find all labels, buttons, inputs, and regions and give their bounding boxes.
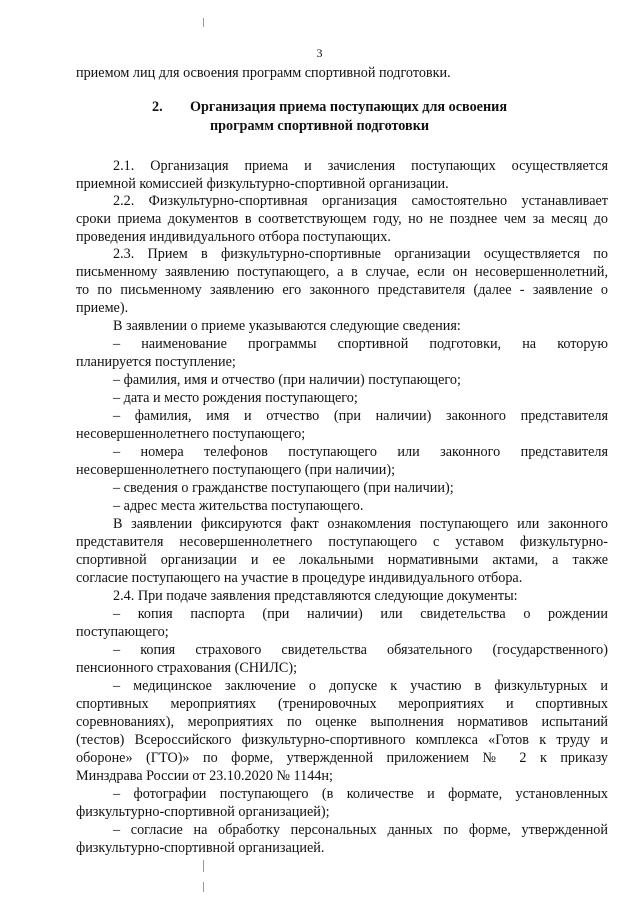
- text-line: – согласие на обработку персональных данных по форме, утвержденной: [113, 822, 608, 838]
- section-title-line-1: Организация приема поступающих для освоения: [190, 99, 507, 115]
- text-line: планируется поступление;: [76, 354, 236, 370]
- text-line: поступающего;: [76, 624, 169, 640]
- text-line: пенсионного страхования (СНИЛС);: [76, 660, 298, 676]
- text-line: 2.1. Организация приема и зачисления поступающих осуществляется: [113, 158, 608, 174]
- text-line: соревнованиях), мероприятиях по оценке выполнения нормативов испытаний: [76, 714, 608, 730]
- text-line: – дата и место рождения поступающего;: [113, 390, 358, 406]
- scan-mark: [203, 882, 204, 892]
- text-line: – фамилия, имя и отчество (при наличии) законного представителя: [113, 408, 608, 424]
- text-line: физкультурно-спортивной организацией.: [76, 840, 325, 856]
- text-line: – копия страхового свидетельства обязательного (государственного): [113, 642, 608, 658]
- text-line: Минздрава России от 23.10.2020 № 1144н;: [76, 768, 333, 784]
- section-title-line-2: программ спортивной подготовки: [209, 118, 430, 134]
- text-line: (тестов) Всероссийского физкультурно-спортивного комплекса «Готов к труду и: [76, 732, 608, 748]
- text-line: – номера телефонов поступающего или законного представителя: [113, 444, 608, 460]
- text-line: представителя несовершеннолетнего поступающего с уставом физкультурно-: [76, 534, 608, 550]
- text-line: проведения индивидуального отбора поступающих.: [76, 229, 391, 245]
- text-line: обороне» (ГТО)» по форме, утвержденной приложением № 2 к приказу: [76, 750, 608, 766]
- text-line: В заявлении о приеме указываются следующие сведения:: [113, 318, 461, 334]
- text-line: – сведения о гражданстве поступающего (при наличии);: [113, 480, 454, 496]
- text-line: то по письменному заявлению его законного представителя (далее - заявление о: [76, 282, 608, 298]
- text-line: приемной комиссией физкультурно-спортивной организации.: [76, 176, 449, 192]
- text-line: приеме).: [76, 300, 129, 316]
- text-line: – фотографии поступающего (в количестве и формате, установленных: [113, 786, 608, 802]
- text-line: – медицинское заключение о допуске к участию в физкультурных и: [113, 678, 608, 694]
- text-line: согласие поступающего на участие в процедуре индивидуального отбора.: [76, 570, 523, 586]
- text-line: 2.3. Прием в физкультурно-спортивные организации осуществляется по: [113, 246, 608, 262]
- text-line: 2.4. При подаче заявления представляются следующие документы:: [113, 588, 518, 604]
- text-line: письменному заявлению поступающего, а в случае, если он несовершеннолетний,: [76, 264, 608, 280]
- text-line: приемом лиц для освоения программ спортивной подготовки.: [76, 65, 451, 81]
- text-line: – наименование программы спортивной подготовки, на которую: [113, 336, 608, 352]
- text-line: В заявлении фиксируются факт ознакомления поступающего или законного: [113, 516, 608, 532]
- page-number: 3: [316, 46, 323, 60]
- text-line: спортивных мероприятиях (тренировочных мероприятиях и спортивных: [76, 696, 608, 712]
- text-line: спортивной организации и ее локальными нормативными актами, а также: [76, 552, 608, 568]
- text-line: несовершеннолетнего поступающего (при наличии);: [76, 462, 396, 478]
- text-line: – адрес места жительства поступающего.: [113, 498, 364, 514]
- text-line: 2.2. Физкультурно-спортивная организация самостоятельно устанавливает: [113, 193, 608, 209]
- text-line: несовершеннолетнего поступающего;: [76, 426, 306, 442]
- section-number: 2.: [152, 99, 163, 115]
- scan-mark: [203, 860, 204, 872]
- text-line: – копия паспорта (при наличии) или свидетельства о рождении: [113, 606, 608, 622]
- scan-mark: [203, 18, 204, 27]
- text-line: сроки приема документов в соответствующем году, но не позднее чем за месяц до: [76, 211, 608, 227]
- text-line: – фамилия, имя и отчество (при наличии) поступающего;: [113, 372, 461, 388]
- text-line: физкультурно-спортивной организацией);: [76, 804, 330, 820]
